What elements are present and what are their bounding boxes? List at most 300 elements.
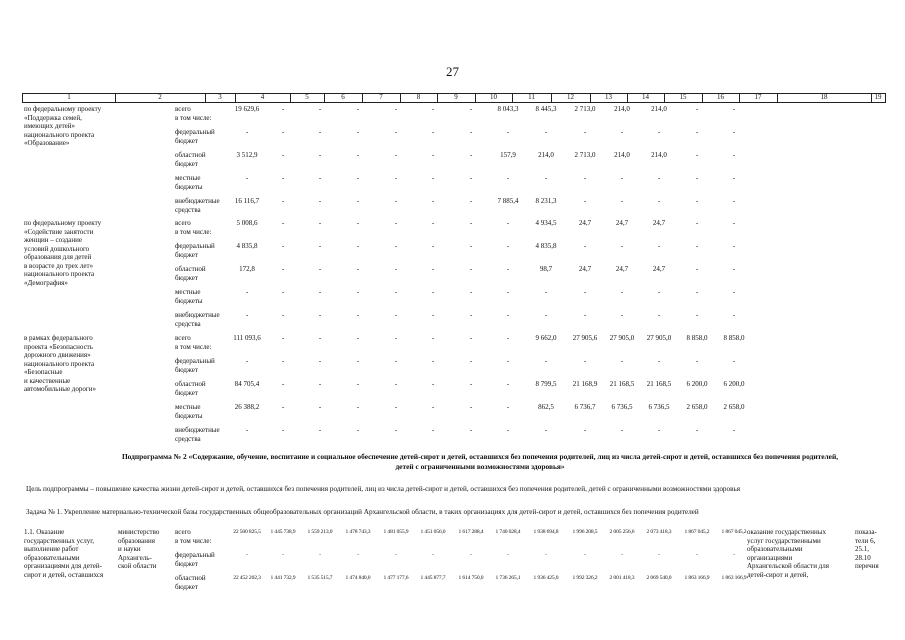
table-cell: -: [356, 242, 360, 250]
table-cell: -: [281, 242, 285, 250]
table-cell: -: [732, 242, 736, 250]
table-cell: -: [282, 552, 284, 558]
table-cell: -: [469, 334, 473, 342]
table-cell: -: [544, 128, 548, 136]
table-cell: -: [732, 288, 736, 296]
budget-source-label: бюджет: [175, 250, 198, 259]
table-cell: -: [245, 311, 249, 319]
table-cell: 214,0: [651, 105, 667, 113]
project-description-line: образования для детей: [24, 253, 92, 261]
table-cell: 1 481 055,9: [383, 529, 409, 535]
item-result-line: оказание государственных: [747, 528, 826, 536]
table-cell: 2 001 418,3: [609, 575, 635, 581]
table-cell: 1 445 877,7: [420, 575, 446, 581]
table-cell: -: [469, 403, 473, 411]
project-description-line: в возрасте до трех лет»: [24, 261, 94, 270]
header-column-number: 3: [218, 93, 222, 101]
table-cell: -: [318, 242, 322, 250]
table-cell: -: [657, 357, 661, 365]
budget-source-label: бюджет: [175, 273, 198, 282]
table-cell: -: [394, 311, 398, 319]
table-cell: -: [695, 242, 699, 250]
table-cell: 24,7: [615, 265, 629, 273]
table-cell: 2 005 256,6: [609, 529, 635, 535]
budget-source-label: в том числе:: [175, 342, 212, 351]
subprogram-heading-line: Подпрограмма № 2 «Содержание, обучение, воспитание и социальное обеспечение детей-сирот и детей, оставшихся без попечения родителей, лиц из числа детей-сирот и детей, оставшихся без попечения родителей,: [121, 452, 839, 461]
table-cell: 2 073 418,3: [646, 529, 672, 535]
table-cell: -: [583, 426, 587, 434]
table-cell: -: [356, 403, 360, 411]
table-cell: -: [506, 219, 510, 227]
table-cell: -: [621, 552, 623, 558]
table-cell: -: [318, 265, 322, 273]
item-description-line: государственных услуг,: [24, 536, 95, 545]
table-cell: -: [544, 174, 548, 182]
project-description-line: по федеральному проекту: [24, 219, 102, 227]
table-cell: -: [695, 219, 699, 227]
table-cell: -: [431, 288, 435, 296]
table-cell: -: [469, 151, 473, 159]
table-cell: -: [469, 242, 473, 250]
table-cell: -: [584, 552, 586, 558]
header-column-number: 15: [679, 93, 687, 101]
header-column-number: 19: [874, 93, 882, 101]
budget-source-label: всего: [175, 334, 191, 342]
table-cell: 22 452 202,3: [233, 575, 261, 581]
budget-source-label: федеральный: [175, 357, 215, 365]
table-cell: 2 658,0: [723, 403, 745, 411]
project-description-line: условий дошкольного: [24, 244, 90, 253]
table-cell: -: [695, 174, 699, 182]
item-description-line: 1.1. Оказание: [24, 528, 65, 536]
table-cell: 214,0: [651, 151, 667, 159]
budget-source-label: местные: [175, 403, 201, 411]
table-cell: 8 858,0: [723, 334, 745, 342]
table-cell: -: [506, 265, 510, 273]
budget-source-label: местные: [175, 174, 201, 182]
table-cell: -: [431, 426, 435, 434]
header-column-number: 7: [379, 93, 383, 101]
table-cell: 6 736,5: [611, 403, 633, 411]
table-cell: -: [620, 197, 624, 205]
project-description-line: по федеральному проекту: [24, 105, 102, 113]
table-cell: 8 799,5: [535, 380, 557, 388]
table-cell: -: [431, 219, 435, 227]
table-cell: 1 867 045,2: [721, 529, 747, 535]
budget-source-label: внебюджетные: [175, 426, 220, 434]
budget-source-label: областной: [175, 574, 206, 582]
item-executor-line: Архангель-: [118, 553, 152, 562]
budget-source-label: в том числе:: [175, 113, 212, 122]
table-cell: -: [545, 552, 547, 558]
subprogram-heading-line: детей с ограниченными возможностями здоровья»: [395, 462, 565, 471]
table-cell: 24,7: [578, 265, 592, 273]
table-cell: -: [281, 426, 285, 434]
table-cell: -: [658, 552, 660, 558]
table-cell: 8 231,3: [535, 197, 557, 205]
header-column-number: 1: [67, 93, 71, 101]
table-cell: -: [620, 357, 624, 365]
item-result-line: услуг государственными: [747, 536, 821, 545]
table-cell: -: [469, 174, 473, 182]
project-description-line: проекта «Безопасность: [24, 342, 93, 351]
item-result-line: Архангельской области для: [747, 562, 829, 570]
table-cell: 8 043,3: [497, 105, 519, 113]
table-cell: -: [544, 288, 548, 296]
table-cell: -: [245, 128, 249, 136]
table-cell: -: [281, 128, 285, 136]
table-cell: -: [356, 219, 360, 227]
table-cell: 214,0: [614, 105, 630, 113]
table-cell: -: [506, 288, 510, 296]
table-cell: -: [695, 128, 699, 136]
item-description-line: образовательными: [24, 553, 80, 562]
table-cell: -: [394, 288, 398, 296]
table-cell: 6 200,0: [723, 380, 745, 388]
budget-source-label: бюджет: [175, 159, 198, 168]
project-description-line: национального проекта: [24, 270, 95, 278]
subprogram-goal: Цель подпрограммы – повышение качества жизни детей-сирот и детей, оставшихся без попечения родителей, лиц из числа детей-сирот и детей, оставшихся без попечения родителей, детей с ограниченными возможностями здоровья: [26, 485, 741, 493]
table-cell: 21 168,5: [609, 380, 635, 388]
table-cell: -: [281, 105, 285, 113]
table-header-row: [22, 93, 886, 103]
table-cell: -: [583, 174, 587, 182]
table-cell: -: [657, 426, 661, 434]
table-cell: -: [318, 311, 322, 319]
table-cell: -: [732, 219, 736, 227]
table-cell: 4 835,8: [535, 242, 557, 250]
table-cell: -: [356, 311, 360, 319]
project-description-line: дорожного движения»: [24, 351, 91, 359]
table-cell: -: [394, 380, 398, 388]
project-description-line: «Содействие занятости: [24, 227, 94, 236]
table-cell: -: [469, 197, 473, 205]
table-cell: -: [657, 288, 661, 296]
table-cell: -: [695, 357, 699, 365]
table-cell: -: [695, 151, 699, 159]
table-cell: -: [469, 288, 473, 296]
header-column-number: 18: [820, 93, 828, 101]
table-cell: -: [394, 426, 398, 434]
table-cell: -: [732, 197, 736, 205]
table-cell: 1 867 045,2: [684, 529, 710, 535]
budget-source-label: бюджеты: [175, 411, 203, 420]
table-cell: -: [245, 174, 249, 182]
project-description-line: в рамках федерального: [24, 334, 93, 342]
table-cell: -: [245, 357, 249, 365]
table-cell: -: [281, 334, 285, 342]
table-cell: -: [732, 426, 736, 434]
header-column-number: 13: [605, 93, 612, 101]
item-executor-line: министерство: [118, 528, 160, 536]
table-cell: 27 905,6: [572, 334, 598, 342]
table-cell: 6 736,7: [574, 403, 596, 411]
project-description-line: национального проекта: [24, 359, 95, 368]
project-description-line: «Безопасные: [24, 368, 63, 376]
header-column-number: 6: [341, 93, 345, 101]
budget-source-label: внебюджетные: [175, 311, 220, 319]
table-cell: 4 835,8: [236, 242, 258, 250]
table-cell: -: [356, 334, 360, 342]
table-cell: -: [318, 426, 322, 434]
table-cell: -: [506, 174, 510, 182]
table-cell: 1 478 743,3: [345, 529, 371, 535]
table-cell: -: [506, 380, 510, 388]
table-cell: -: [357, 552, 359, 558]
table-cell: 98,7: [539, 265, 553, 273]
table-cell: -: [356, 151, 360, 159]
table-cell: -: [394, 105, 398, 113]
table-cell: -: [281, 288, 285, 296]
table-cell: 214,0: [538, 151, 554, 159]
table-cell: -: [506, 242, 510, 250]
budget-source-label: всего: [175, 105, 191, 113]
table-cell: -: [469, 426, 473, 434]
table-cell: -: [318, 380, 322, 388]
table-cell: -: [431, 334, 435, 342]
item-indicator-line: 28.10: [855, 553, 871, 562]
table-cell: -: [246, 552, 248, 558]
budget-source-label: всего: [175, 219, 191, 227]
table-cell: -: [318, 334, 322, 342]
table-cell: -: [469, 105, 473, 113]
budget-source-label: бюджеты: [175, 182, 203, 191]
table-cell: -: [281, 357, 285, 365]
budget-source-label: бюджет: [175, 136, 198, 145]
header-column-number: 8: [416, 93, 421, 101]
table-cell: -: [318, 403, 322, 411]
table-cell: -: [356, 288, 360, 296]
table-cell: -: [394, 265, 398, 273]
table-cell: -: [318, 151, 322, 159]
table-cell: 3 512,9: [236, 151, 258, 159]
table-cell: 111 093,6: [233, 334, 261, 342]
table-cell: -: [732, 311, 736, 319]
table-cell: -: [695, 311, 699, 319]
table-cell: -: [469, 219, 473, 227]
header-column-number: 11: [528, 93, 535, 101]
table-cell: -: [394, 128, 398, 136]
table-cell: -: [281, 151, 285, 159]
project-description-line: женщин – создание: [24, 236, 82, 244]
table-cell: 1 441 732,9: [270, 575, 296, 581]
table-cell: -: [356, 265, 360, 273]
table-cell: -: [281, 403, 285, 411]
table-cell: -: [318, 105, 322, 113]
table-cell: -: [281, 380, 285, 388]
table-cell: -: [506, 334, 510, 342]
table-cell: -: [620, 426, 624, 434]
item-result-line: организациями: [747, 553, 793, 562]
table-cell: -: [544, 426, 548, 434]
table-cell: 2 069 540,0: [646, 575, 672, 581]
table-cell: -: [506, 311, 510, 319]
table-cell: 19 629,6: [234, 105, 260, 113]
table-cell: -: [318, 288, 322, 296]
table-cell: -: [431, 105, 435, 113]
table-cell: -: [431, 242, 435, 250]
table-cell: -: [394, 197, 398, 205]
table-cell: -: [544, 311, 548, 319]
table-cell: -: [583, 128, 587, 136]
budget-source-label: средства: [175, 205, 201, 214]
table-cell: -: [620, 242, 624, 250]
table-cell: -: [657, 311, 661, 319]
header-column-number: 4: [260, 93, 265, 101]
table-cell: 1 477 177,6: [383, 575, 409, 581]
project-description-line: автомобильные дороги»: [24, 385, 96, 393]
item-executor-line: ской области: [118, 562, 157, 570]
table-cell: 1 614 750,0: [458, 575, 484, 581]
table-cell: 24,7: [652, 265, 666, 273]
table-cell: -: [318, 174, 322, 182]
table-cell: -: [507, 552, 509, 558]
project-description-line: «Поддержка семей,: [24, 113, 82, 122]
table-cell: -: [318, 128, 322, 136]
table-cell: 1 451 056,0: [420, 529, 446, 535]
table-cell: -: [470, 552, 472, 558]
table-cell: 24,7: [578, 219, 592, 227]
table-cell: -: [281, 197, 285, 205]
table-cell: -: [281, 174, 285, 182]
item-executor-line: образования: [118, 536, 155, 545]
table-cell: 21 168,5: [646, 380, 672, 388]
header-column-number: 16: [717, 93, 724, 101]
budget-source-label: в том числе:: [175, 536, 212, 545]
budget-source-label: бюджет: [175, 365, 198, 374]
table-cell: 5 008,6: [236, 219, 258, 227]
item-description-line: сирот и детей, оставшихся: [24, 570, 104, 579]
table-cell: 1 617 288,4: [458, 529, 484, 535]
table-cell: -: [732, 128, 736, 136]
table-cell: 1 863 166,9: [684, 575, 710, 581]
table-cell: -: [732, 105, 736, 113]
budget-source-label: средства: [175, 319, 201, 328]
table-cell: 8 445,3: [535, 105, 557, 113]
table-cell: -: [318, 197, 322, 205]
table-cell: 1 445 738,9: [270, 529, 296, 535]
table-cell: -: [432, 552, 434, 558]
budget-source-label: в том числе:: [175, 227, 212, 236]
table-cell: -: [732, 151, 736, 159]
budget-source-label: всего: [175, 528, 191, 536]
table-cell: 27 905,0: [646, 334, 672, 342]
project-description-line: «Демография»: [24, 278, 68, 287]
table-cell: 1 992 326,2: [572, 575, 598, 581]
table-cell: -: [394, 334, 398, 342]
table-cell: -: [356, 105, 360, 113]
item-description-line: выполнение работ: [24, 545, 79, 553]
page-number: 27: [446, 64, 459, 79]
table-cell: -: [732, 174, 736, 182]
project-description-line: имеющих детей»: [24, 122, 75, 130]
table-cell: -: [696, 552, 698, 558]
table-cell: -: [356, 380, 360, 388]
table-cell: -: [695, 426, 699, 434]
header-column-number: 2: [158, 93, 162, 101]
table-cell: -: [319, 552, 321, 558]
item-indicator-line: тели 6,: [855, 536, 876, 545]
table-cell: 26 388,2: [234, 403, 260, 411]
table-cell: -: [695, 288, 699, 296]
header-column-number: 5: [305, 93, 309, 101]
table-cell: 1 535 515,7: [307, 575, 333, 581]
budget-source-label: федеральный: [175, 242, 215, 250]
table-cell: 214,0: [614, 151, 630, 159]
table-cell: 7 885,4: [497, 197, 519, 205]
table-cell: -: [506, 403, 510, 411]
table-cell: -: [583, 357, 587, 365]
budget-source-label: областной: [175, 380, 206, 388]
project-description-line: и качественные: [24, 376, 71, 385]
table-cell: -: [281, 311, 285, 319]
budget-source-label: бюджет: [175, 388, 198, 397]
table-cell: 4 934,5: [535, 219, 557, 227]
table-cell: -: [620, 311, 624, 319]
table-cell: -: [394, 242, 398, 250]
budget-source-label: областной: [175, 151, 206, 159]
budget-source-label: средства: [175, 434, 201, 443]
table-cell: -: [469, 265, 473, 273]
subprogram-task: Задача № 1. Укрепление материально-технической базы государственных общеобразовательных организаций Архангельской области, в таких организациях для детей-сирот и детей, оставшихся без попечения родителей: [26, 508, 699, 516]
table-cell: -: [695, 265, 699, 273]
item-result-line: детей-сирот и детей,: [747, 570, 809, 579]
table-cell: -: [356, 197, 360, 205]
table-cell: -: [431, 128, 435, 136]
table-cell: 16 116,7: [234, 197, 260, 205]
table-cell: 84 705,4: [234, 380, 260, 388]
table-cell: 8 858,0: [686, 334, 708, 342]
budget-source-label: бюджет: [175, 582, 198, 591]
table-cell: -: [245, 426, 249, 434]
table-cell: 1 938 694,8: [533, 529, 559, 535]
table-cell: 6 736,5: [648, 403, 670, 411]
table-cell: -: [620, 174, 624, 182]
table-cell: 2 658,0: [686, 403, 708, 411]
item-indicator-line: перечня: [855, 562, 879, 570]
table-cell: -: [281, 219, 285, 227]
table-cell: 9 662,0: [535, 334, 557, 342]
budget-source-label: областной: [175, 265, 206, 273]
table-cell: 1 736 265,1: [495, 575, 521, 581]
table-cell: 2 713,0: [574, 105, 596, 113]
table-cell: -: [732, 265, 736, 273]
table-cell: 1 863 166,9: [721, 575, 747, 581]
table-cell: -: [506, 357, 510, 365]
table-cell: -: [431, 311, 435, 319]
table-cell: -: [506, 426, 510, 434]
header-column-number: 17: [754, 93, 762, 101]
table-cell: -: [394, 403, 398, 411]
table-cell: 24,7: [652, 219, 666, 227]
table-cell: 1 474 840,0: [345, 575, 371, 581]
budget-source-label: федеральный: [175, 551, 215, 559]
table-cell: -: [583, 311, 587, 319]
table-cell: -: [356, 357, 360, 365]
table-cell: 22 500 825,5: [233, 529, 261, 535]
header-column-number: 12: [567, 93, 574, 101]
table-cell: 1 996 208,5: [572, 529, 598, 535]
table-cell: 2 713,0: [574, 151, 596, 159]
table-cell: -: [431, 380, 435, 388]
header-column-number: 14: [642, 93, 649, 101]
table-cell: -: [620, 128, 624, 136]
table-cell: -: [506, 128, 510, 136]
header-column-number: 9: [454, 93, 458, 101]
subprogram-heading: [70, 452, 890, 472]
item-indicator-line: 25.1,: [855, 545, 869, 553]
table-cell: -: [583, 242, 587, 250]
